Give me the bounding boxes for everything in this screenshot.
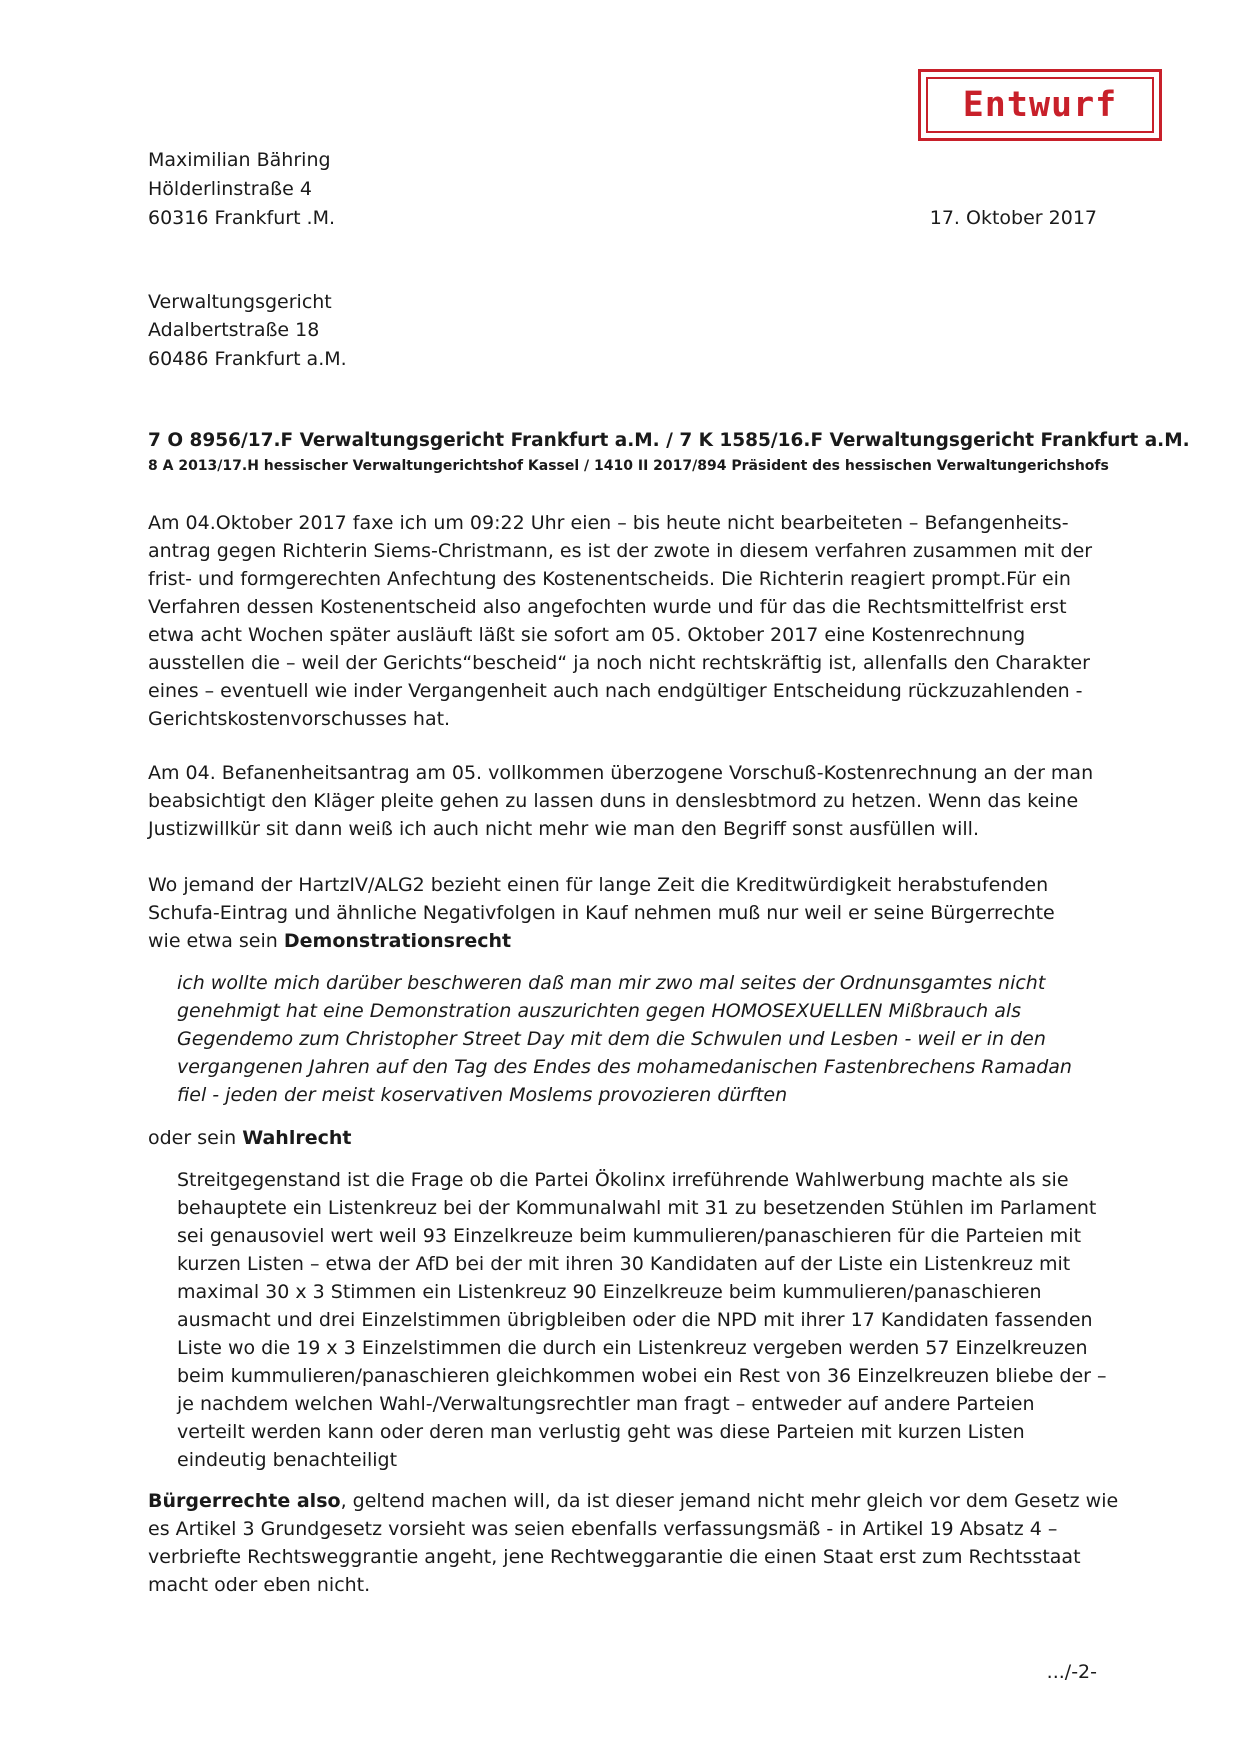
paragraph-line: Wo jemand der HartzIV/ALG2 bezieht einen für lange Zeit die Kreditwürdigkeit herabstufenden xyxy=(148,874,1049,896)
paragraph-line: Verfahren dessen Kostenentscheid also angefochten wurde und für das die Rechtsmittelfrist erst xyxy=(148,596,1067,618)
quote-line: Gegendemo zum Christopher Street Day mit dem die Schwulen und Lesben - weil er in den xyxy=(177,1028,1046,1050)
letter-date: 17. Oktober 2017 xyxy=(929,207,1097,229)
paragraph-1 xyxy=(148,509,1092,733)
page-number: .../-2- xyxy=(1046,1661,1097,1683)
paragraph-line: macht oder eben nicht. xyxy=(148,1574,371,1596)
quote-line: Streitgegenstand ist die Frage ob die Partei Ökolinx irreführende Wahlwerbung machte als sie xyxy=(177,1169,1069,1191)
quote-line: vergangenen Jahren auf den Tag des Endes des mohamedanischen Fastenbrechens Ramadan xyxy=(177,1056,1072,1078)
paragraph-line: frist- und formgerechten Anfechtung des Kostenentscheids. Die Richterin reagiert prompt.Für ein xyxy=(148,568,1071,590)
quote-line: ich wollte mich darüber beschweren daß man mir zwo mal seites der Ordnunsgamtes nicht xyxy=(177,972,1046,994)
quote-line: fiel - jeden der meist koservativen Moslems provozieren dürften xyxy=(177,1084,788,1106)
recipient-name: Verwaltungsgericht xyxy=(148,291,332,313)
paragraph-4 xyxy=(148,1487,1118,1599)
or-line-content xyxy=(148,1124,351,1152)
paragraph-line: beabsichtigt den Kläger pleite gehen zu lassen duns in denslesbtmord zu hetzen. Wenn das keine xyxy=(148,790,1079,812)
paragraph-line: Am 04. Befanenheitsantrag am 05. vollkommen überzogene Vorschuß-Kostenrechnung an der man xyxy=(148,762,1094,784)
paragraph-line: antrag gegen Richterin Siems-Christmann, es ist der zwote in diesem verfahren zusammen mit der xyxy=(148,540,1093,562)
paragraph-3 xyxy=(148,871,1055,955)
paragraph-line: verbriefte Rechtsweggrantie angeht, jene Rechtweggarantie die einen Staat erst zum Rechtsstaat xyxy=(148,1546,1081,1568)
quote-line: sei genausoviel wert weil 93 Einzelkreuze beim kummulieren/panaschieren für die Parteien mit xyxy=(177,1225,1082,1247)
paragraph-line: etwa acht Wochen später ausläuft läßt sie sofort am 05. Oktober 2017 eine Kostenrechnung xyxy=(148,624,1026,646)
draft-stamp-text: Entwurf xyxy=(926,77,1154,133)
paragraph-line: eines – eventuell wie inder Vergangenheit auch nach endgültiger Entscheidung rückzuzahlenden - xyxy=(148,680,1083,702)
reference-line-1: 7 O 8956/17.F Verwaltungsgericht Frankfurt a.M. / 7 K 1585/16.F Verwaltungsgericht Frankfurt a.M. xyxy=(148,430,1190,451)
quote-voting xyxy=(177,1166,1107,1474)
quote-line: je nachdem welchen Wahl-/Verwaltungsrechtler man fragt – entweder auf andere Parteien xyxy=(177,1393,1035,1415)
civil-rights-term: Bürgerrechte also xyxy=(148,1490,341,1512)
sender-name: Maximilian Bähring xyxy=(148,149,331,171)
sender-city: 60316 Frankfurt .M. xyxy=(148,207,336,229)
paragraph-line: Justizwillkür sit dann weiß ich auch nicht mehr wie man den Begriff sonst ausfüllen will. xyxy=(148,818,979,840)
paragraph-line: Am 04.Oktober 2017 faxe ich um 09:22 Uhr eien – bis heute nicht bearbeiteten – Befangenheits- xyxy=(148,512,1069,534)
quote-line: maximal 30 x 3 Stimmen ein Listenkreuz 90 Einzelkreuze beim kummulieren/panaschieren xyxy=(177,1281,1042,1303)
paragraph-line xyxy=(148,1487,1118,1515)
sender-street: Hölderlinstraße 4 xyxy=(148,178,312,200)
quote-line: eindeutig benachteiligt xyxy=(177,1449,398,1471)
paragraph-line xyxy=(148,927,1055,955)
quote-line: genehmigt hat eine Demonstration auszurichten gegen HOMOSEXUELLEN Mißbrauch als xyxy=(177,1000,1022,1022)
recipient-street: Adalbertstraße 18 xyxy=(148,319,320,341)
paragraph-2 xyxy=(148,759,1093,843)
quote-line: behauptete ein Listenkreuz bei der Kommunalwahl mit 31 zu besetzenden Stühlen im Parlament xyxy=(177,1197,1097,1219)
paragraph-line: Gerichtskostenvorschusses hat. xyxy=(148,708,451,730)
paragraph-line: ausstellen die – weil der Gerichts“bescheid“ ja noch nicht rechtskräftig ist, allenfalls den Charakter xyxy=(148,652,1090,674)
or-prefix: oder sein xyxy=(148,1127,243,1149)
demonstration-right-term: Demonstrationsrecht xyxy=(283,930,512,952)
quote-line: Liste wo die 19 x 3 Einzelstimmen die durch ein Listenkreuz vergeben werden 57 Einzelkreuzen xyxy=(177,1337,1088,1359)
quote-line: ausmacht und drei Einzelstimmen übrigbleiben oder die NPD mit ihrer 17 Kandidaten fassenden xyxy=(177,1309,1093,1331)
quote-line: beim kummulieren/panaschieren gleichkommen wobei ein Rest von 36 Einzelkreuzen bliebe der – xyxy=(177,1365,1107,1387)
reference-line-2: 8 A 2013/17.H hessischer Verwaltungerichtshof Kassel / 1410 II 2017/894 Präsident des hessischen Verwaltungerichshofs xyxy=(148,458,1109,474)
paragraph-line: Schufa-Eintrag und ähnliche Negativfolgen in Kauf nehmen muß nur weil er seine Bürgerrechte xyxy=(148,902,1055,924)
paragraph-4-first-rest: , geltend machen will, da ist dieser jemand nicht mehr gleich vor dem Gesetz wie xyxy=(340,1490,1119,1512)
quote-line: kurzen Listen – etwa der AfD bei der mit ihren 30 Kandidaten auf der Liste ein Listenkreuz mit xyxy=(177,1253,1071,1275)
voting-right-term: Wahlrecht xyxy=(242,1127,352,1149)
demonstration-prefix: wie etwa sein xyxy=(148,930,284,952)
draft-stamp xyxy=(918,69,1162,141)
or-line xyxy=(148,1124,351,1152)
quote-line: verteilt werden kann oder deren man verlustig geht was diese Parteien mit kurzen Listen xyxy=(177,1421,1025,1443)
recipient-city: 60486 Frankfurt a.M. xyxy=(148,348,347,370)
paragraph-line: es Artikel 3 Grundgesetz vorsieht was seien ebenfalls verfassungsmäß - in Artikel 19 Absatz 4 – xyxy=(148,1518,1058,1540)
quote-demonstration xyxy=(177,969,1072,1109)
